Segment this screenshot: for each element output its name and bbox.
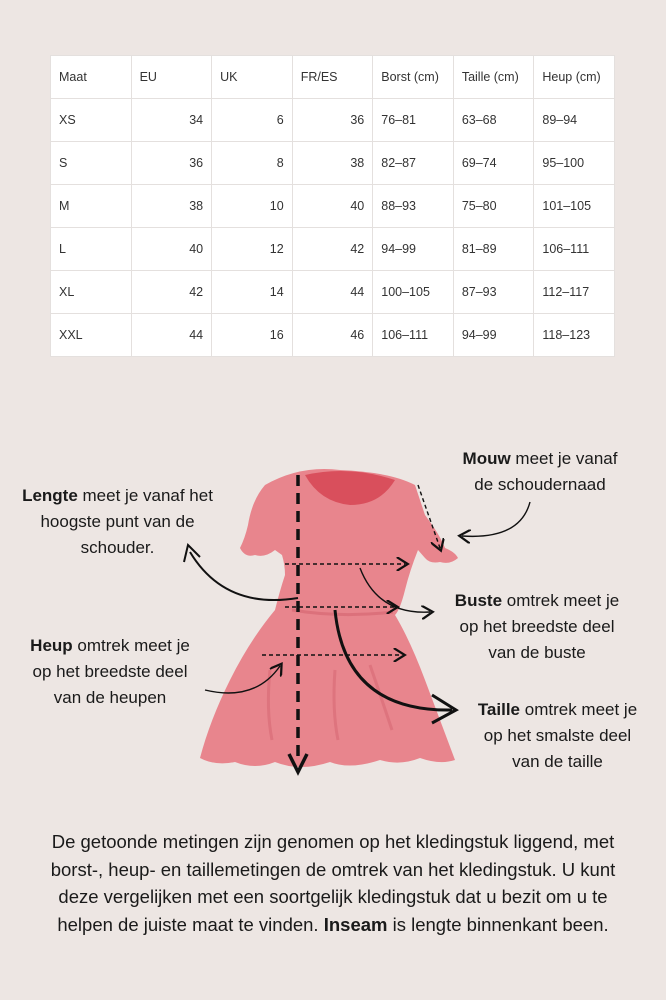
cell-heup: 89–94 xyxy=(534,99,615,142)
cell-uk: 10 xyxy=(212,185,293,228)
cell-heup: 95–100 xyxy=(534,142,615,185)
mouw-pointer-arrow xyxy=(462,502,530,536)
table-row xyxy=(51,271,615,314)
label-buste xyxy=(432,588,642,666)
dress-shape-icon xyxy=(200,469,458,767)
size-chart-table xyxy=(50,55,615,357)
cell-heup: 106–111 xyxy=(534,228,615,271)
label-lengte xyxy=(5,483,230,561)
cell-maat: XL xyxy=(51,271,132,314)
cell-fr-es: 44 xyxy=(292,271,373,314)
label-lengte-bold: Lengte xyxy=(22,486,78,505)
label-taille-bold: Taille xyxy=(477,700,521,719)
label-heup-bold: Heup xyxy=(30,636,73,655)
label-mouw-bold: Mouw xyxy=(462,449,511,468)
cell-fr-es: 46 xyxy=(292,314,373,357)
header-maat: Maat xyxy=(51,56,132,99)
cell-heup: 112–117 xyxy=(534,271,615,314)
header-uk: UK xyxy=(212,56,293,99)
cell-fr-es: 38 xyxy=(292,142,373,185)
cell-taille: 81–89 xyxy=(453,228,534,271)
label-taille-line2: op het smalste deel xyxy=(483,726,632,745)
table-row xyxy=(51,314,615,357)
header-taille: Taille (cm) xyxy=(453,56,534,99)
cell-borst: 76–81 xyxy=(373,99,454,142)
note-inseam-bold: Inseam xyxy=(323,913,388,935)
label-heup-line3: van de heupen xyxy=(53,688,167,707)
label-buste-line1: omtrek meet je xyxy=(502,591,620,610)
table-row xyxy=(51,142,615,185)
cell-maat: L xyxy=(51,228,132,271)
measurement-note xyxy=(30,828,636,938)
cell-eu: 44 xyxy=(131,314,212,357)
cell-maat: S xyxy=(51,142,132,185)
cell-eu: 40 xyxy=(131,228,212,271)
cell-taille: 94–99 xyxy=(453,314,534,357)
label-buste-line3: van de buste xyxy=(488,643,586,662)
label-buste-line2: op het breedste deel xyxy=(459,617,615,636)
label-heup-line2: op het breedste deel xyxy=(32,662,188,681)
cell-borst: 100–105 xyxy=(373,271,454,314)
cell-taille: 75–80 xyxy=(453,185,534,228)
cell-uk: 16 xyxy=(212,314,293,357)
header-heup: Heup (cm) xyxy=(534,56,615,99)
cell-taille: 69–74 xyxy=(453,142,534,185)
cell-heup: 118–123 xyxy=(534,314,615,357)
label-mouw-line2: de schoudernaad xyxy=(474,475,606,494)
label-taille xyxy=(455,697,660,775)
table-row xyxy=(51,228,615,271)
label-heup xyxy=(5,633,215,711)
header-borst: Borst (cm) xyxy=(373,56,454,99)
cell-taille: 63–68 xyxy=(453,99,534,142)
measurement-diagram xyxy=(0,440,666,830)
cell-borst: 82–87 xyxy=(373,142,454,185)
note-text-end: is lengte binnenkant been. xyxy=(387,913,609,935)
label-lengte-line1: meet je vanaf het xyxy=(77,486,213,505)
cell-uk: 8 xyxy=(212,142,293,185)
label-taille-line3: van de taille xyxy=(512,752,603,771)
cell-uk: 12 xyxy=(212,228,293,271)
cell-eu: 42 xyxy=(131,271,212,314)
cell-borst: 94–99 xyxy=(373,228,454,271)
label-heup-line1: omtrek meet je xyxy=(72,636,190,655)
table-header-row xyxy=(51,56,615,99)
cell-maat: XS xyxy=(51,99,132,142)
label-lengte-line2: hoogste punt van de xyxy=(40,512,195,531)
cell-eu: 34 xyxy=(131,99,212,142)
table-row xyxy=(51,99,615,142)
label-mouw-line1: meet je vanaf xyxy=(510,449,618,468)
cell-eu: 36 xyxy=(131,142,212,185)
cell-borst: 88–93 xyxy=(373,185,454,228)
label-mouw xyxy=(440,446,640,498)
cell-heup: 101–105 xyxy=(534,185,615,228)
header-eu: EU xyxy=(131,56,212,99)
cell-borst: 106–111 xyxy=(373,314,454,357)
cell-fr-es: 40 xyxy=(292,185,373,228)
label-buste-bold: Buste xyxy=(454,591,503,610)
label-taille-line1: omtrek meet je xyxy=(520,700,638,719)
header-fr-es: FR/ES xyxy=(292,56,373,99)
table-row xyxy=(51,185,615,228)
cell-uk: 14 xyxy=(212,271,293,314)
cell-uk: 6 xyxy=(212,99,293,142)
cell-fr-es: 42 xyxy=(292,228,373,271)
label-lengte-line3: schouder. xyxy=(80,538,155,557)
note-text: De getoonde metingen zijn genomen op het kledingstuk liggend, met borst-, heup- en taillemetingen de omtrek van het kledingstuk. U kunt deze vergelijken met een soortgelijk kledingstuk dat u bezit om u te helpen de juiste maat te vinden. xyxy=(50,831,616,935)
cell-maat: M xyxy=(51,185,132,228)
cell-eu: 38 xyxy=(131,185,212,228)
cell-fr-es: 36 xyxy=(292,99,373,142)
cell-maat: XXL xyxy=(51,314,132,357)
cell-taille: 87–93 xyxy=(453,271,534,314)
